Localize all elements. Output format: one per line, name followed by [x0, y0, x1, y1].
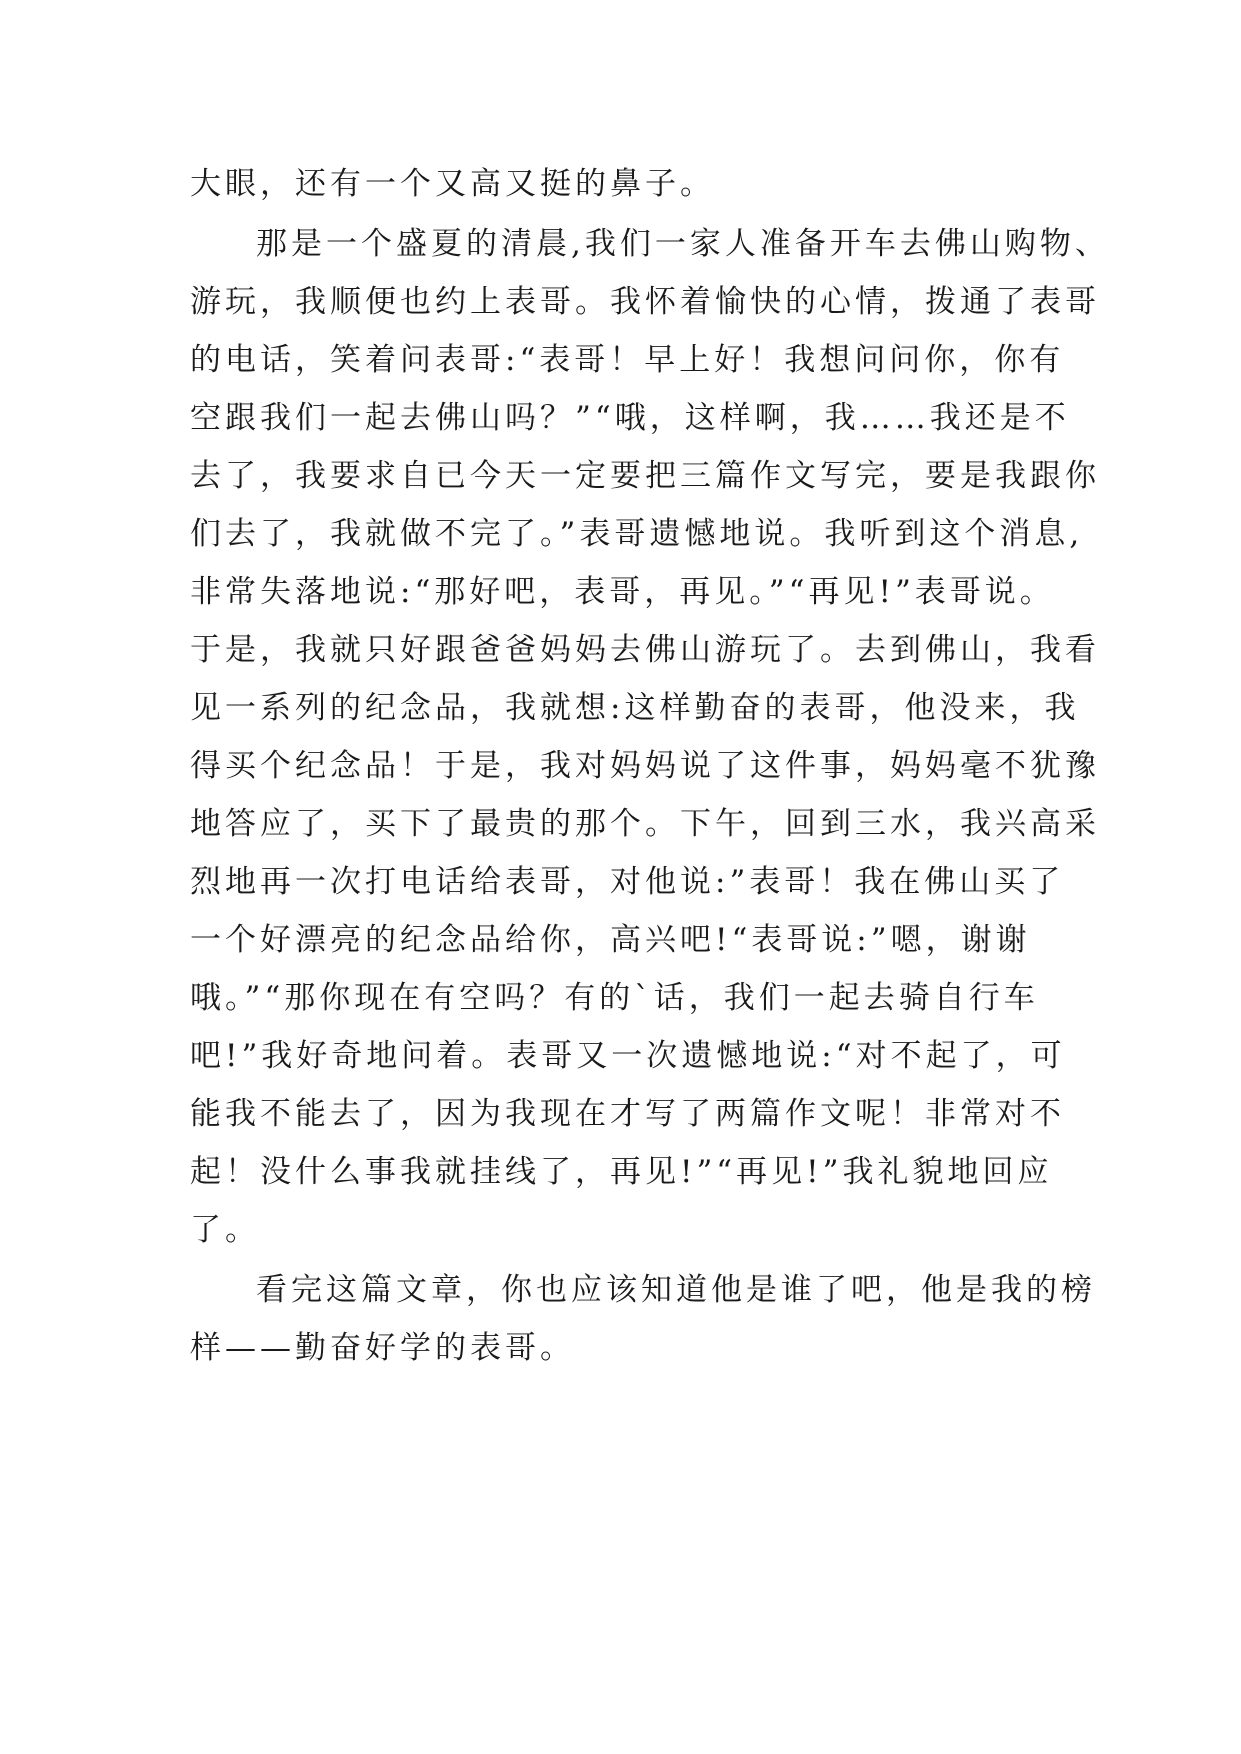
text-line: 那是一个盛夏的清晨,我们一家人准备开车去佛山购物、: [256, 226, 1110, 262]
text-line: 哦。”“那你现在有空吗？有的`话，我们一起去骑自行车: [190, 980, 1039, 1016]
paragraph: [190, 1261, 1096, 1377]
text-line: 去了，我要求自已今天一定要把三篇作文写完，要是我跟你: [190, 458, 1100, 494]
text-line: 们去了，我就做不完了。”表哥遗憾地说。我听到这个消息,: [190, 516, 1084, 552]
text-line: 看完这篇文章，你也应该知道他是谁了吧，他是我的榜: [256, 1272, 1096, 1308]
text-line: 吧!”我好奇地问着。表哥又一次遗憾地说:“对不起了，可: [190, 1038, 1066, 1074]
text-line: 见一系列的纪念品，我就想:这样勤奋的表哥，他没来，我: [190, 690, 1080, 726]
text-line: 地答应了，买下了最贵的那个。下午，回到三水，我兴高采: [190, 806, 1100, 842]
text-line: 得买个纪念品！于是，我对妈妈说了这件事，妈妈毫不犹豫: [190, 748, 1100, 784]
text-line: 于是，我就只好跟爸爸妈妈去佛山游玩了。去到佛山，我看: [190, 632, 1100, 668]
text-line: 大眼，还有一个又高又挺的鼻子。: [190, 166, 715, 202]
text-line: 烈地再一次打电话给表哥，对他说:”表哥！我在佛山买了: [190, 864, 1065, 900]
text-line: 了。: [190, 1212, 260, 1248]
text-line: 游玩，我顺便也约上表哥。我怀着愉快的心情，拨通了表哥: [190, 284, 1100, 320]
text-line: 非常失落地说:“那好吧，表哥，再见。”“再见!”表哥说。: [190, 574, 1055, 610]
text-line: 起！没什么事我就挂线了，再见!”“再见!”我礼貌地回应: [190, 1154, 1053, 1190]
paragraph: [190, 155, 1090, 213]
text-line: 一个好漂亮的纪念品给你，高兴吧!“表哥说:”嗯，谢谢: [190, 922, 1031, 958]
text-line: 能我不能去了，因为我现在才写了两篇作文呢！非常对不: [190, 1096, 1065, 1132]
text-line: 空跟我们一起去佛山吗？”“哦，这样啊，我……我还是不: [190, 400, 1070, 436]
body-text: [190, 155, 1110, 1377]
paragraph: [190, 215, 1110, 1259]
text-line: 的电话，笑着问表哥:“表哥！早上好！我想问问你，你有: [190, 342, 1065, 378]
text-line: 样——勤奋好学的表哥。: [190, 1330, 575, 1366]
